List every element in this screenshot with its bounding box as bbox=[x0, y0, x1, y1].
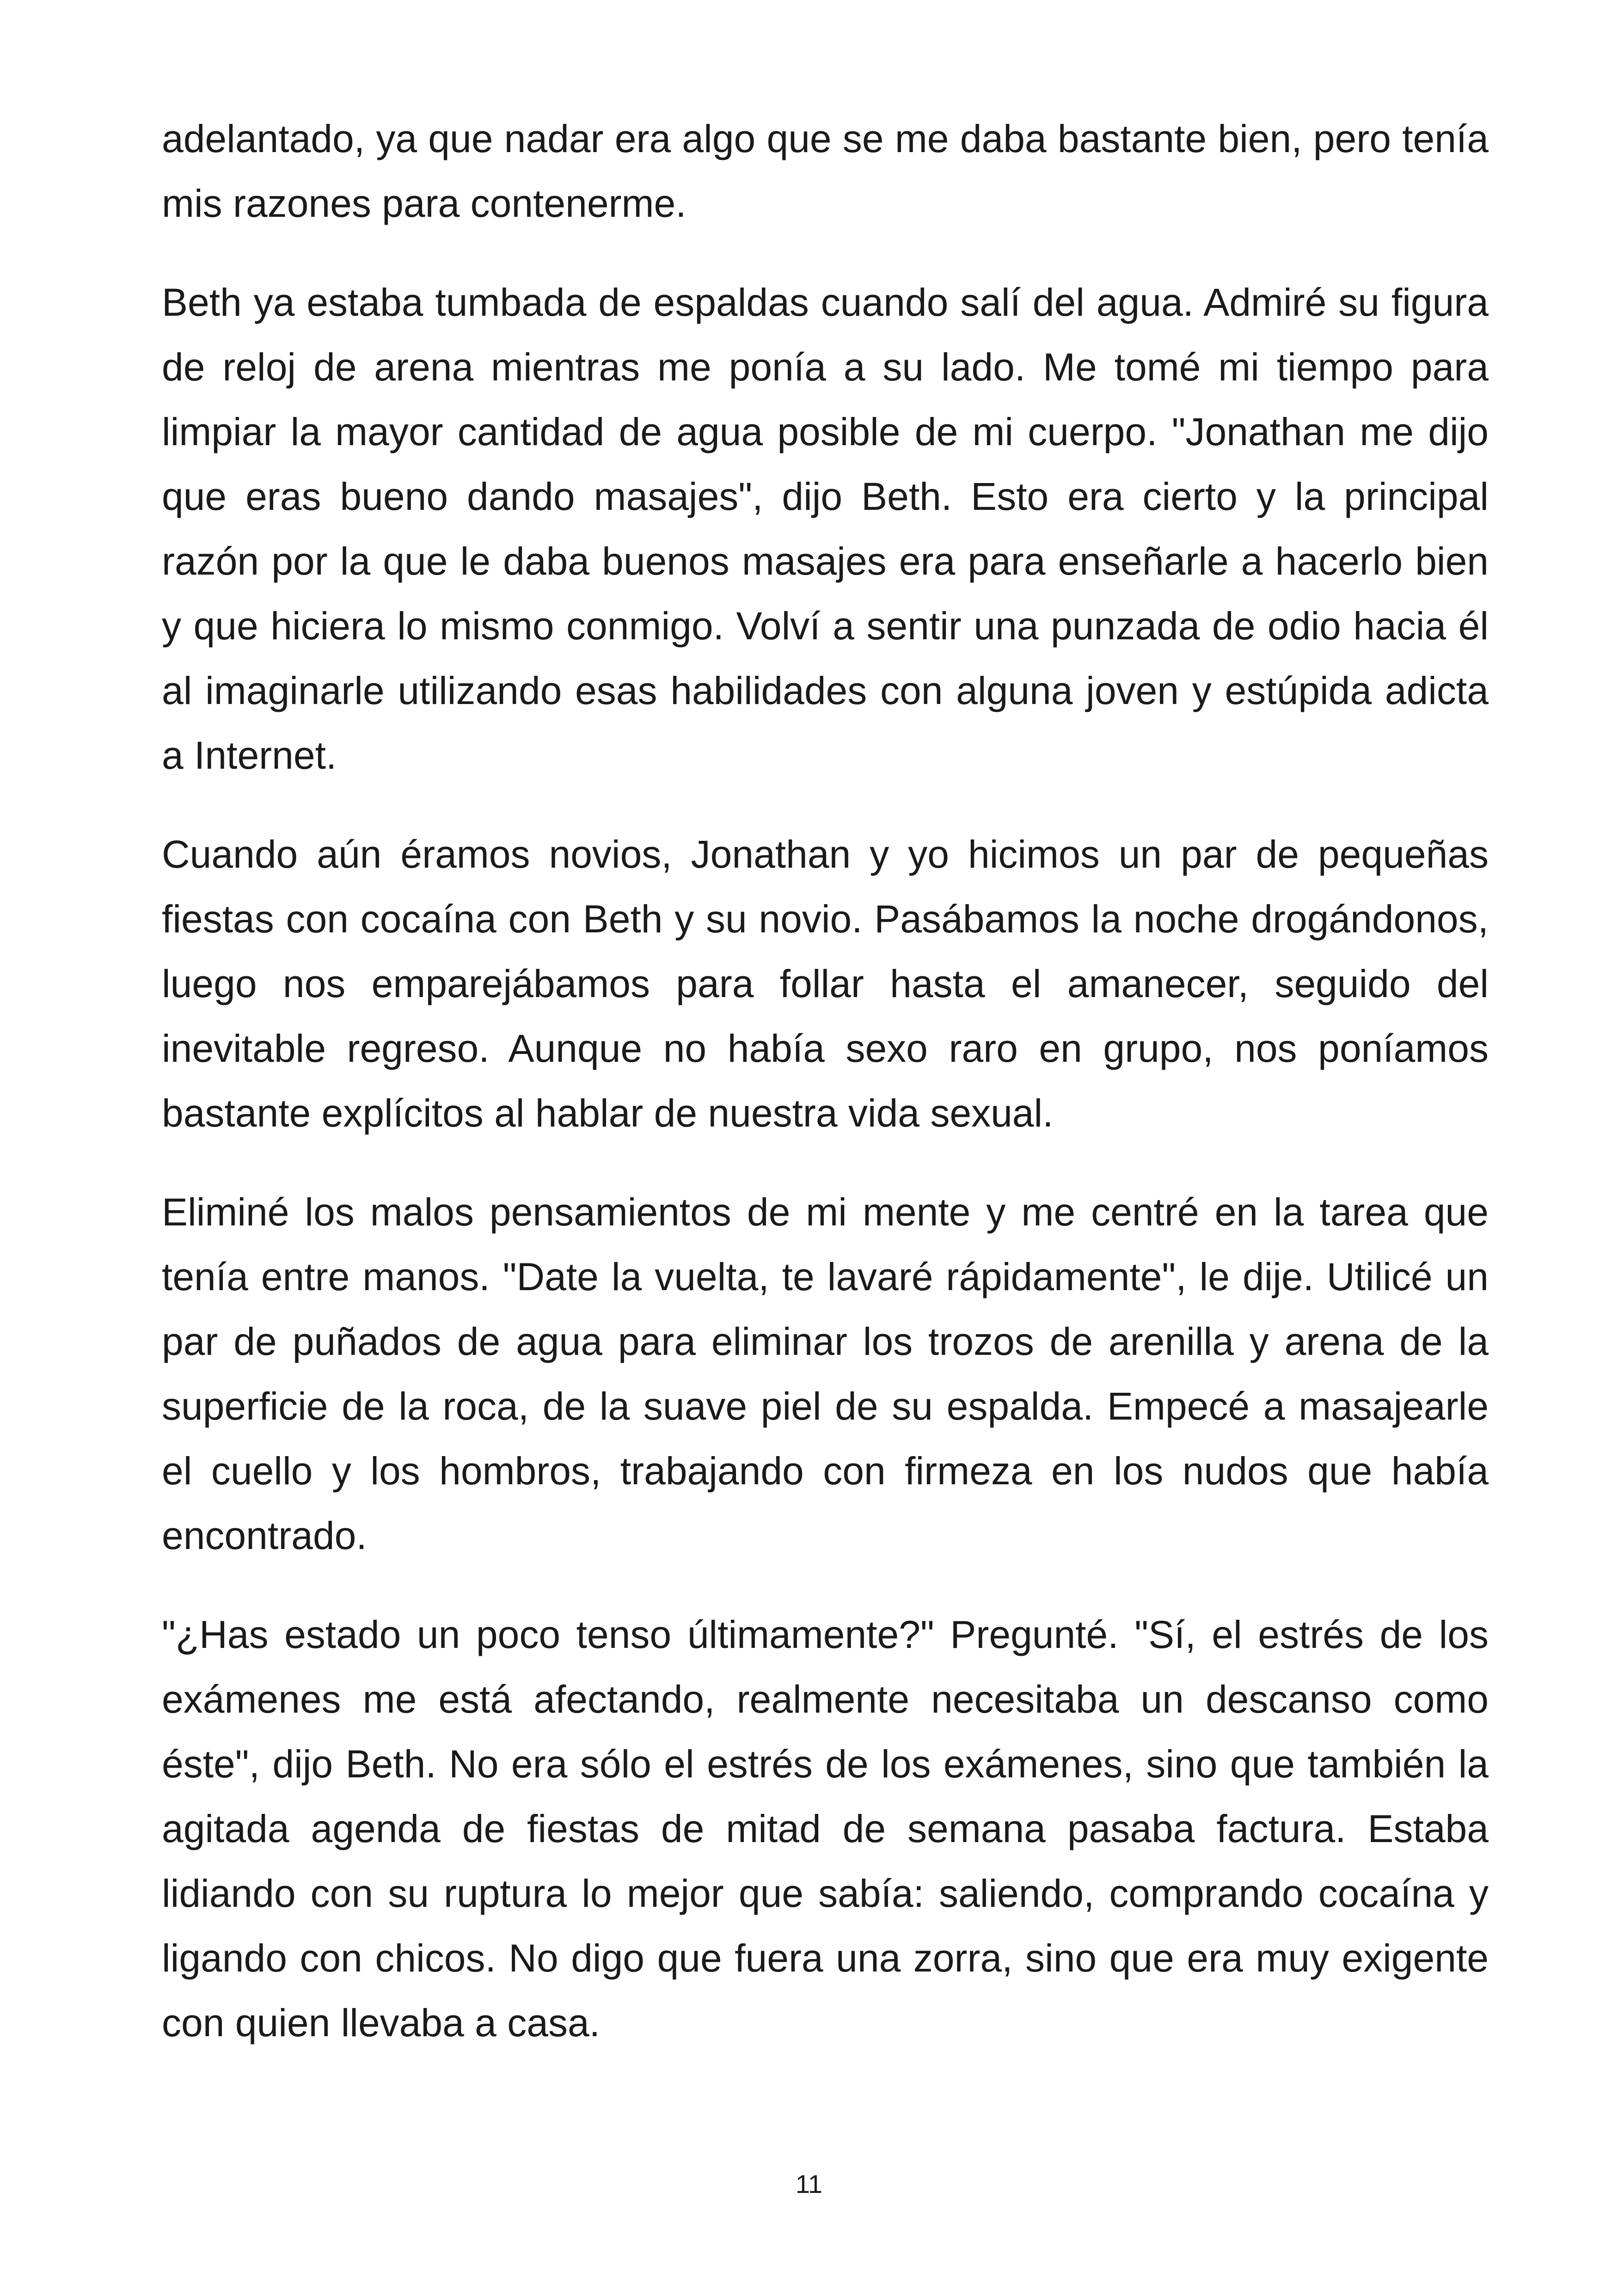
paragraph-1: adelantado, ya que nadar era algo que se me daba bastante bien, pero tenía mis razones para contenerme. bbox=[162, 117, 1489, 225]
paragraph-5: "¿Has estado un poco tenso últimamente?" Pregunté. "Sí, el estrés de los exámenes me está afectando, realmente necesitaba un descanso como éste", dijo Beth. No era sólo el estrés de los exámenes, sino que también la agitada agenda de fiestas de mitad de semana pasaba factura. Estaba lidiando con su ruptura lo mejor que sabía: saliendo, comprando cocaína y ligando con chicos. No digo que fuera una zorra, sino que era muy exigente con quien llevaba a casa. bbox=[162, 1613, 1489, 2045]
page-number: 11 bbox=[795, 2169, 823, 2198]
paragraph-2: Beth ya estaba tumbada de espaldas cuando salí del agua. Admiré su figura de reloj de arena mientras me ponía a su lado. Me tomé mi tiempo para limpiar la mayor cantidad de agua posible de mi cuerpo. "Jonathan me dijo que eras bueno dando masajes", dijo Beth. Esto era cierto y la principal razón por la que le daba buenos masajes era para enseñarle a hacerlo bien y que hiciera lo mismo conmigo. Volví a sentir una punzada de odio hacia él al imaginarle utilizando esas habilidades con alguna joven y estúpida adicta a Internet. bbox=[162, 281, 1489, 777]
paragraph-4: Eliminé los malos pensamientos de mi mente y me centré en la tarea que tenía entre manos. "Date la vuelta, te lavaré rápidamente", le dije. Utilicé un par de puñados de agua para eliminar los trozos de arenilla y arena de la superficie de la roca, de la suave piel de su espalda. Empecé a masajearle el cuello y los hombros, trabajando con firmeza en los nudos que había encontrado. bbox=[162, 1190, 1489, 1557]
page-body bbox=[162, 106, 1489, 2055]
paragraph-3: Cuando aún éramos novios, Jonathan y yo hicimos un par de pequeñas fiestas con cocaína con Beth y su novio. Pasábamos la noche drogándonos, luego nos emparejábamos para follar hasta el amanecer, seguido del inevitable regreso. Aunque no había sexo raro en grupo, nos poníamos bastante explícitos al hablar de nuestra vida sexual. bbox=[162, 833, 1489, 1135]
